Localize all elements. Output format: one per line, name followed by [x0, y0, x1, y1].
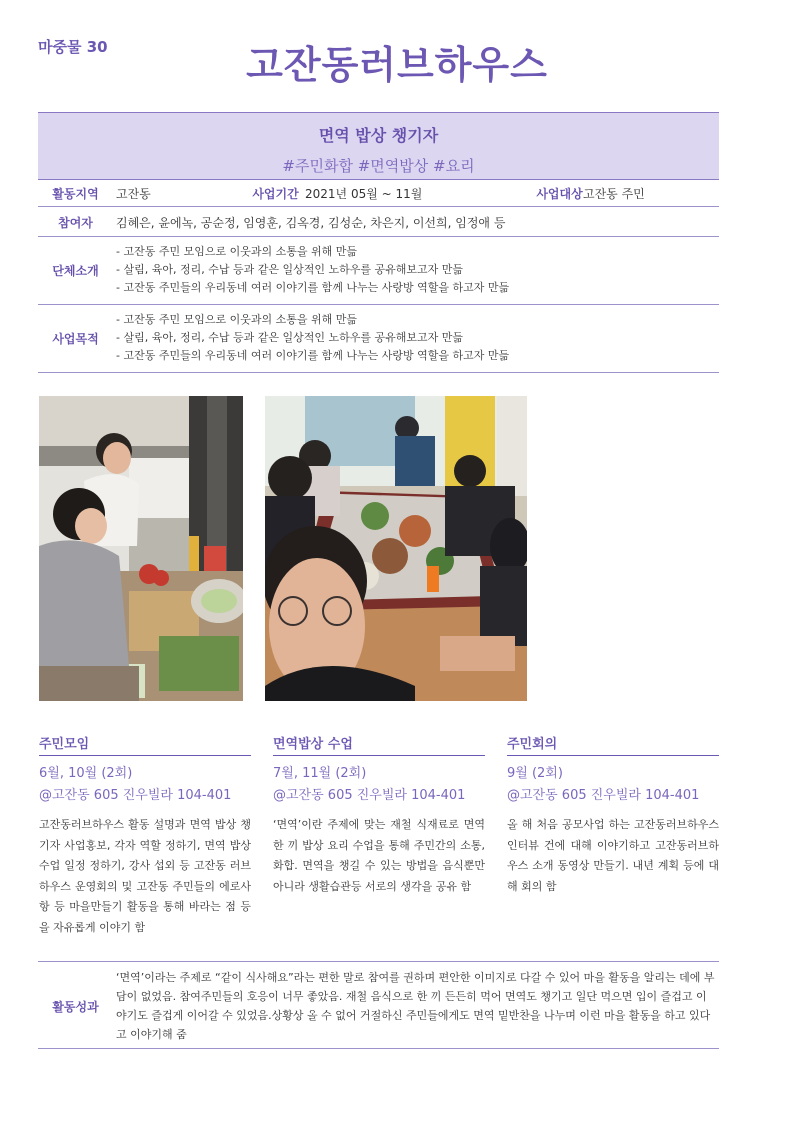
column-title: 주민회의 [507, 737, 558, 752]
result-label: 활동성과 [52, 1000, 99, 1014]
period-label: 사업기간 [252, 187, 299, 201]
column-date: 7월, 11월 (2회) [273, 766, 367, 781]
column-date: 6월, 10월 (2회) [39, 766, 133, 781]
kitchen-photo [39, 396, 243, 701]
purpose-label: 사업목적 [52, 332, 99, 346]
column-divider [273, 755, 485, 756]
intro-line: - 살림, 육아, 정리, 수납 등과 같은 일상적인 노하우를 공유해보고자 만듦 [116, 263, 463, 276]
intro-label: 단체소개 [52, 264, 99, 278]
area-label: 활동지역 [52, 187, 99, 201]
target-value: 고잔동 주민 [583, 187, 645, 201]
column-place: @고잔동 605 진우빌라 104-401 [507, 788, 700, 803]
column-place: @고잔동 605 진우빌라 104-401 [39, 788, 232, 803]
period-value: 2021년 05월 ~ 11월 [305, 187, 423, 201]
purpose-line: - 고잔동 주민 모임으로 이웃과의 소통을 위해 만듦 [116, 313, 357, 326]
column-body: ‘면역’이란 주제에 맞는 재철 식재료로 면역 한 끼 밥상 요리 수업을 통해 주민간의 소통, 화합. 면역을 챙길 수 있는 방법을 음식뿐만 아니라 생활습관등 서로의 생각을 공유 함 [273, 818, 485, 893]
result-text: ‘면역’이라는 주제로 “같이 식사해요”라는 편한 말로 참여를 권하며 편안한 이미지로 다갈 수 있어 마을 활동을 알리는 데에 부담이 없었음. 참여주민들의 호응이 너무 좋았음. 재철 음식으로 한 끼 든든히 먹어 면역도 챙기고 일단 먹으면 입이 즐겁고 이야기도 즐겁게 이어갈 수 있었음.상황상 올 수 없어 거절하신 주민들에게도 면역 밑반찬을 나누며 이런 마을 활동을 하고 있다고 이야기해 줌 [116, 971, 715, 1041]
column-title: 면역밥상 수업 [273, 737, 353, 752]
intro-line: - 고잔동 주민들의 우리동네 여러 이야기를 함께 나누는 사랑방 역할을 하고자 만듦 [116, 281, 510, 294]
page-title: 고잔동러브하우스 [246, 43, 548, 87]
column-body: 올 해 처음 공모사업 하는 고잔동러브하우스 인터뷰 건에 대해 이야기하고 고잔동러브하우스 소개 동영상 만들기. 내년 계획 등에 대해 회의 함 [507, 818, 719, 893]
participants-value: 김혜은, 윤에녹, 공순정, 임영훈, 김옥경, 김성순, 차은지, 이선희, 임정애 등 [116, 216, 506, 230]
column-divider [39, 755, 251, 756]
group-meal-photo [265, 396, 527, 701]
intro-line: - 고잔동 주민 모임으로 이웃과의 소통을 위해 만듦 [116, 245, 357, 258]
column-title: 주민모임 [39, 737, 90, 752]
info-row-purpose [38, 305, 719, 373]
purpose-line: - 고잔동 주민들의 우리동네 여러 이야기를 함께 나누는 사랑방 역할을 하고자 만듦 [116, 349, 510, 362]
target-label: 사업대상 [536, 187, 583, 201]
column-divider [507, 755, 719, 756]
column-date: 9월 (2회) [507, 766, 563, 781]
series-label: 마중물 30 [38, 38, 108, 56]
info-row-basic [38, 179, 719, 207]
project-header [38, 112, 719, 180]
purpose-line: - 살림, 육아, 정리, 수납 등과 같은 일상적인 노하우를 공유해보고자 만듦 [116, 331, 463, 344]
area-value: 고잔동 [116, 187, 151, 201]
project-tags: #주민화합 #면역밥상 #요리 [282, 157, 475, 175]
project-title: 면역 밥상 챙기자 [318, 126, 439, 145]
result-section [38, 961, 719, 1049]
info-row-participants [38, 207, 719, 237]
participants-label: 참여자 [58, 216, 93, 230]
info-row-intro [38, 237, 719, 305]
column-place: @고잔동 605 진우빌라 104-401 [273, 788, 466, 803]
column-body: 고잔동러브하우스 활동 설명과 면역 밥상 챙기자 사업홍보, 각자 역할 정하기, 면역 밥상 수업 일정 정하기, 강사 섭외 등 고잔동 러브하우스 운영회의 및 고잔동 주민들의 에로사항 등 마을만들기 활동을 통해 바라는 점 등을 자유롭게 이야기 함 [39, 818, 251, 934]
